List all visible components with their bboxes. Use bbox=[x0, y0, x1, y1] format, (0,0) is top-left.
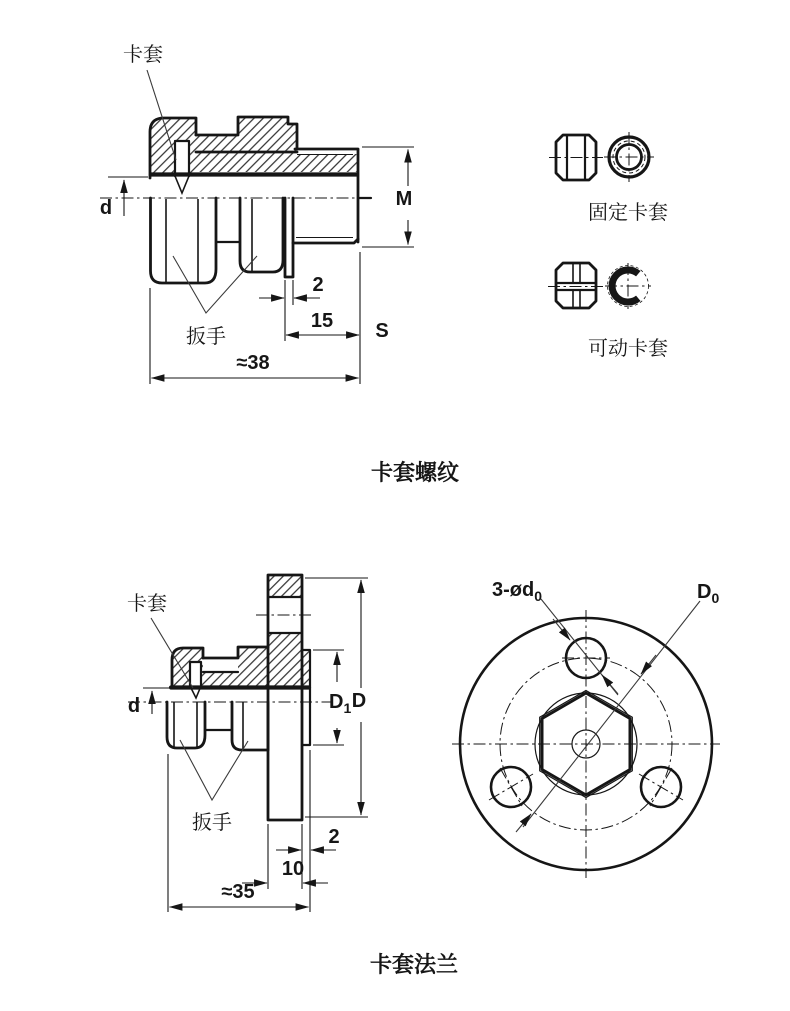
thread-fitting-drawing bbox=[100, 43, 459, 485]
ferrule-nose bbox=[175, 176, 189, 193]
flange-cap-hatch bbox=[172, 648, 203, 686]
ferrule-slot-outline bbox=[175, 141, 189, 176]
movable-ferrule-front-icon bbox=[605, 263, 651, 309]
thread-crest-bottom bbox=[293, 239, 358, 243]
wrench-label: 扳手 bbox=[186, 326, 226, 348]
swivel-nut-outline bbox=[151, 198, 217, 283]
flange-swivel-nut-outline bbox=[167, 702, 205, 748]
dimension-d-flange bbox=[128, 688, 170, 717]
dimension-overall-38 bbox=[150, 288, 359, 384]
fixed-ferrule-side-icon bbox=[549, 135, 603, 180]
ferrule-label: 卡套 bbox=[123, 44, 163, 66]
shoulder-disc-outline bbox=[285, 198, 293, 277]
dimension-d bbox=[100, 177, 148, 219]
ferrule-types-panel bbox=[548, 132, 668, 360]
dim-S-label: S bbox=[375, 320, 389, 342]
dim-10-label: 10 bbox=[281, 858, 305, 880]
dim-35-label: ≈35 bbox=[221, 881, 255, 903]
bolt-circle-label: $D_0$ bbox=[697, 581, 720, 606]
dimension-overall-35 bbox=[168, 754, 309, 912]
dimension-D1 bbox=[313, 650, 351, 745]
flange-ferrule-label: 卡套 bbox=[127, 593, 167, 615]
flange-body-hatch bbox=[203, 647, 310, 686]
body-section-hatch bbox=[196, 117, 357, 172]
dim-D1-label: $D_1$ bbox=[329, 691, 352, 716]
dim-38-label: ≈38 bbox=[236, 352, 270, 374]
flange-wrench-label: 扳手 bbox=[192, 812, 232, 834]
flange-front-view bbox=[452, 579, 720, 878]
flange-fitting-drawing bbox=[127, 575, 458, 977]
flange-plate-top-hatch bbox=[268, 575, 302, 597]
flange-plate-mid-hatch bbox=[268, 633, 302, 647]
flange-hex-outline bbox=[232, 702, 268, 750]
movable-ferrule-side-icon bbox=[548, 263, 604, 308]
flange-dim-d-label: d bbox=[127, 695, 141, 717]
fixed-ferrule-front-icon bbox=[604, 132, 654, 182]
dimension-hub-10 bbox=[242, 824, 328, 889]
bolt-holes-label: $3-ød_0$ bbox=[492, 579, 543, 604]
dim-D-label: D bbox=[351, 690, 367, 712]
movable-ferrule-label: 可动卡套 bbox=[588, 338, 668, 360]
dim-15-label: 15 bbox=[310, 310, 334, 332]
dim-M-label: M bbox=[395, 188, 413, 210]
dimension-bolt-holes bbox=[492, 579, 618, 695]
dimension-groove-2-flange bbox=[276, 750, 340, 912]
dim-d-label: d bbox=[99, 197, 113, 219]
dim-2-label: 2 bbox=[312, 274, 324, 296]
fixed-ferrule-label: 固定卡套 bbox=[588, 202, 668, 224]
dimension-thread-length-15 bbox=[285, 252, 360, 384]
flange-nut-facet bbox=[174, 702, 197, 747]
flange-ferrule-slot bbox=[190, 662, 201, 686]
body-hex-outline bbox=[240, 198, 283, 272]
dimension-groove-2 bbox=[259, 274, 324, 305]
flange-dim-2-label: 2 bbox=[328, 826, 340, 848]
flange-fitting-caption: 卡套法兰 bbox=[369, 952, 459, 977]
dimension-bolt-circle bbox=[516, 581, 719, 832]
thread-fitting-caption: 卡套螺纹 bbox=[370, 460, 460, 485]
flange-plate-outline bbox=[268, 575, 302, 820]
